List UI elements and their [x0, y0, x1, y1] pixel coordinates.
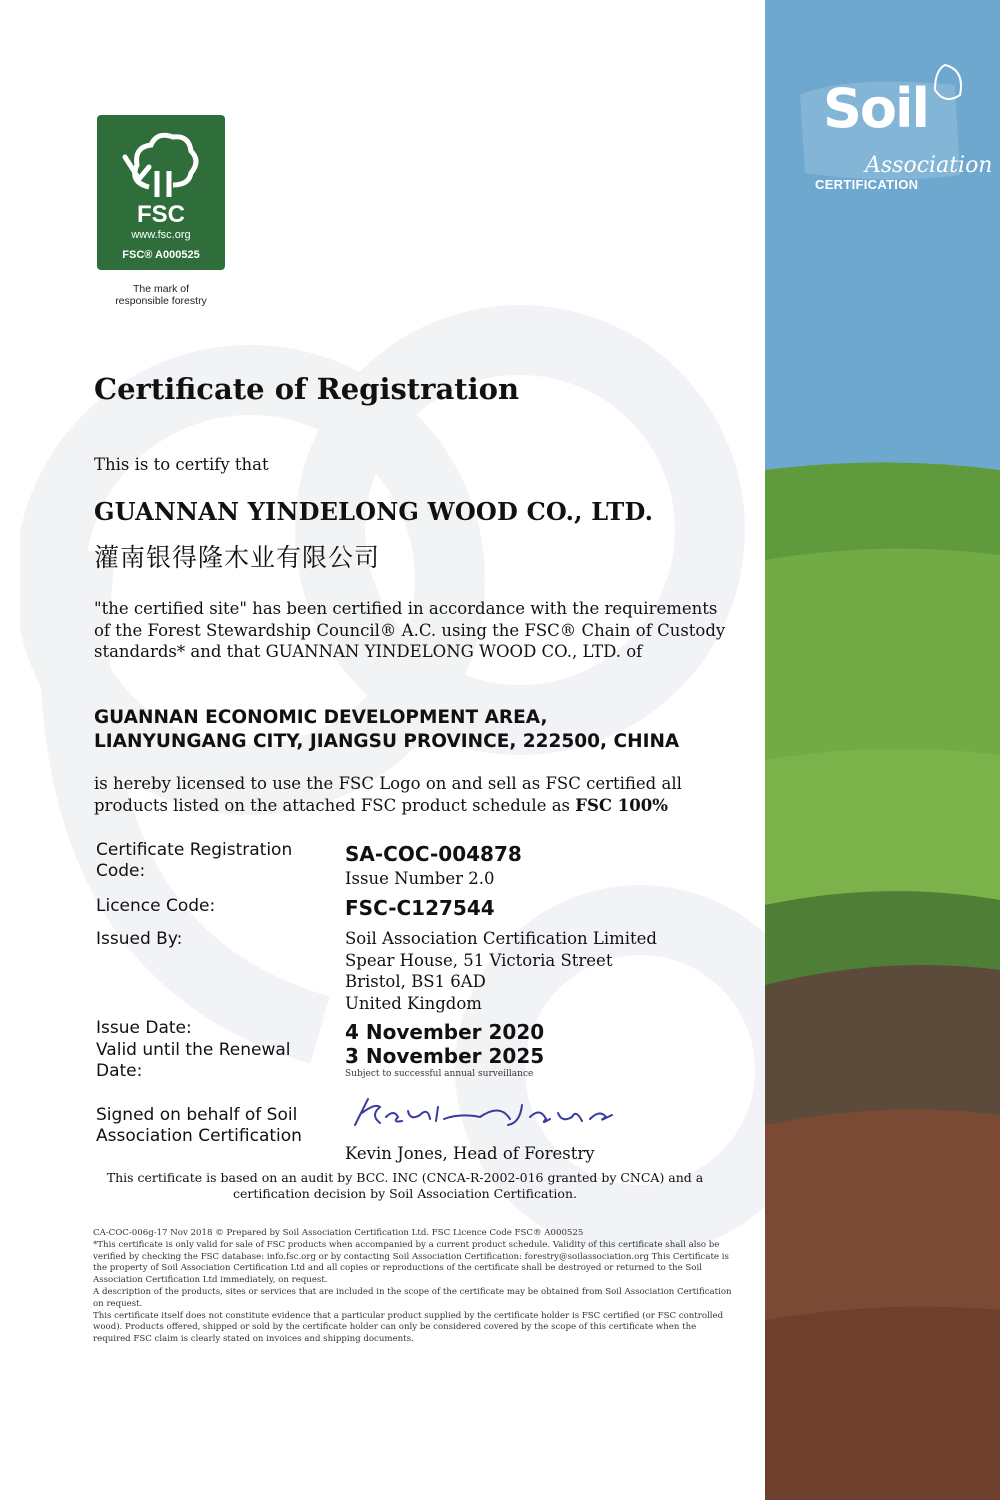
fsc-logo	[97, 115, 225, 270]
soil-logo-association: Association	[865, 153, 993, 178]
certificate-title: Certificate of Registration	[94, 372, 520, 406]
issue-number: Issue Number 2.0	[345, 869, 495, 888]
fsc-tagline	[97, 283, 225, 307]
issue-date-value: 4 November 2020	[345, 1020, 545, 1044]
address-line-1: GUANNAN ECONOMIC DEVELOPMENT AREA,	[94, 707, 548, 728]
audit-note: This certificate is based on an audit by BCC. INC (CNCA-R-2002-016 granted by CNCA) and a certification decision by Soil Association Certification.	[106, 1170, 704, 1201]
certification-paragraph: "the certified site" has been certified in accordance with the requirements of the Forest Stewardship Council® A.C. using the FSC® Chain of Custody standards* and that GUANNAN YINDELONG WOOD CO., LTD. of	[94, 599, 726, 661]
license-paragraph	[94, 773, 734, 816]
reg-code-label: Certificate Registration Code:	[96, 840, 293, 881]
company-name-chinese: 灌南银得隆木业有限公司	[94, 543, 381, 572]
fsc-tagline-line-2: responsible forestry	[115, 295, 207, 307]
company-name: GUANNAN YINDELONG WOOD CO., LTD.	[94, 497, 654, 526]
valid-until-label: Valid until the Renewal Date:	[96, 1040, 291, 1081]
footer-notes	[93, 1228, 733, 1346]
issued-by-label: Issued By:	[96, 929, 183, 949]
signature-image	[350, 1093, 620, 1133]
intro-text: This is to certify that	[94, 455, 269, 474]
fsc-tree-icon	[119, 127, 203, 199]
footer-line: CA-COC-006g-17 Nov 2018 © Prepared by Soil Association Certification Ltd. FSC Licence Code FSC® A000525	[93, 1228, 584, 1238]
licence-label: Licence Code:	[96, 896, 216, 916]
company-address	[94, 706, 744, 754]
decorative-landscape-strip	[765, 0, 1000, 1500]
valid-until-value: 3 November 2025	[345, 1044, 545, 1068]
soil-association-logo	[795, 55, 993, 195]
issuer-line-2: Spear House, 51 Victoria Street	[345, 950, 613, 970]
issue-date-label: Issue Date:	[96, 1018, 192, 1038]
fsc-url: www.fsc.org	[131, 229, 191, 241]
fsc-tagline-line-1: The mark of	[132, 283, 190, 295]
footer-line: This certificate itself does not constitute evidence that a particular product supplied by the certificate holder is FSC certified (or FSC controlled wood). Products offered, shipped or sold by the certificate holder can only be considered covered by the scope of this certificate when the required FSC claim is clearly stated on invoices and shipping documents.	[93, 1310, 724, 1345]
fsc-code: FSC® A000525	[122, 249, 200, 261]
soil-logo-certification: CERTIFICATION	[815, 177, 919, 192]
fsc-name: FSC	[137, 201, 185, 228]
license-text: is hereby licensed to use the FSC Logo on and sell as FSC certified all products listed on the attached FSC product schedule as	[94, 774, 682, 815]
signatory-name: Kevin Jones, Head of Forestry	[345, 1144, 595, 1163]
issuer-address	[345, 928, 657, 1014]
footer-line: *This certificate is only valid for sale of FSC products when accompanied by a current product schedule. Validity of this certificate shall also be verified by checking the FSC database: info.fsc.org or by contacting Soil Association Certification: forestry@soilassociation.org This Certificate is the property of Soil Association Certification Ltd and all copies or reproductions of the certificate shall be destroyed or returned to the Soil Association Certification Ltd immediately, on request.	[93, 1239, 729, 1286]
reg-code-value: SA-COC-004878	[345, 842, 522, 866]
surveillance-note: Subject to successful annual surveillance	[345, 1069, 534, 1079]
address-line-2: LIANYUNGANG CITY, JIANGSU PROVINCE, 222500, CHINA	[94, 731, 680, 752]
signed-on-behalf-label: Signed on behalf of Soil Association Certification	[96, 1105, 302, 1146]
issuer-line-4: United Kingdom	[345, 993, 482, 1013]
issuer-line-1: Soil Association Certification Limited	[345, 929, 657, 948]
footer-line: A description of the products, sites or services that are included in the scope of the certificate may be obtained from Soil Association Certification on request.	[93, 1286, 732, 1309]
soil-logo-word: Soil	[823, 77, 929, 140]
licence-value: FSC-C127544	[345, 896, 495, 920]
issuer-line-3: Bristol, BS1 6AD	[345, 972, 486, 991]
license-scope: FSC 100%	[575, 795, 668, 815]
